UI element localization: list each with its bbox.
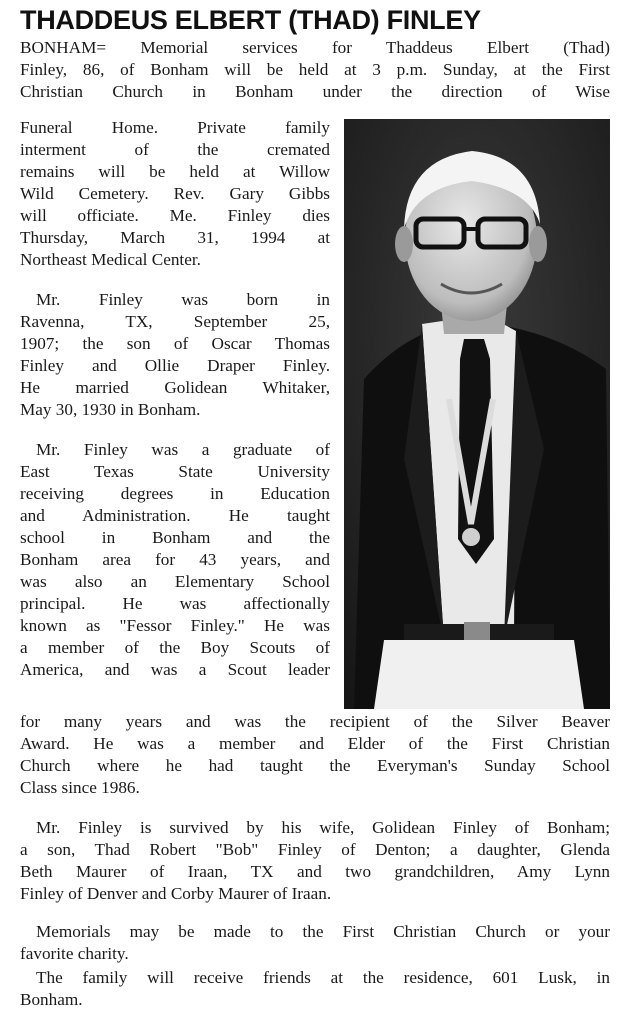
- text-line: interment of the cremated: [20, 140, 330, 159]
- text-line: Thursday, March 31, 1994 at: [20, 228, 330, 247]
- text-line: will officiate. Me. Finley dies: [20, 206, 330, 225]
- text-line: Bonham area for 43 years, and: [20, 550, 330, 569]
- text-line: Memorials may be made to the First Christian Church or your: [36, 922, 610, 941]
- text-line: He married Golidean Whitaker,: [20, 378, 330, 397]
- text-line: Finley, 86, of Bonham will be held at 3 p.m. Sunday, at the First: [20, 60, 610, 79]
- text-line: BONHAM= Memorial services for Thaddeus Elbert (Thad): [20, 38, 610, 57]
- text-line: Ravenna, TX, September 25,: [20, 312, 330, 331]
- text-line: Mr. Finley was born in: [36, 290, 330, 309]
- text-line: East Texas State University: [20, 462, 330, 481]
- text-line: Northeast Medical Center.: [20, 250, 201, 269]
- text-line: Finley and Ollie Draper Finley.: [20, 356, 330, 375]
- text-line: Award. He was a member and Elder of the First Christian: [20, 734, 610, 753]
- text-line: known as "Fessor Finley." He was: [20, 616, 330, 635]
- text-line: remains will be held at Willow: [20, 162, 330, 181]
- text-line: a member of the Boy Scouts of: [20, 638, 330, 657]
- text-line: The family will receive friends at the residence, 601 Lusk, in: [36, 968, 610, 987]
- text-line: Funeral Home. Private family: [20, 118, 330, 137]
- text-line: receiving degrees in Education: [20, 484, 330, 503]
- text-line: was also an Elementary School: [20, 572, 330, 591]
- portrait-photo: [344, 119, 610, 709]
- obituary-headline: THADDEUS ELBERT (THAD) FINLEY: [20, 5, 481, 35]
- text-line: Class since 1986.: [20, 778, 140, 797]
- text-line: Mr. Finley was a graduate of: [36, 440, 330, 459]
- text-line: and Administration. He taught: [20, 506, 330, 525]
- text-line: Wild Cemetery. Rev. Gary Gibbs: [20, 184, 330, 203]
- text-line: America, and was a Scout leader: [20, 660, 330, 679]
- text-line: Church where he had taught the Everyman's Sunday School: [20, 756, 610, 775]
- text-line: principal. He was affectionally: [20, 594, 330, 613]
- portrait-figure: [344, 119, 610, 709]
- text-line: for many years and was the recipient of the Silver Beaver: [20, 712, 610, 731]
- text-line: school in Bonham and the: [20, 528, 330, 547]
- text-line: Mr. Finley is survived by his wife, Golidean Finley of Bonham;: [36, 818, 610, 837]
- text-line: Christian Church in Bonham under the direction of Wise: [20, 82, 610, 101]
- text-line: Beth Maurer of Iraan, TX and two grandchildren, Amy Lynn: [20, 862, 610, 881]
- text-line: May 30, 1930 in Bonham.: [20, 400, 201, 419]
- text-line: Bonham.: [20, 990, 83, 1009]
- text-line: a son, Thad Robert "Bob" Finley of Denton; a daughter, Glenda: [20, 840, 610, 859]
- text-line: 1907; the son of Oscar Thomas: [20, 334, 330, 353]
- text-line: favorite charity.: [20, 944, 129, 963]
- text-line: Finley of Denver and Corby Maurer of Iraan.: [20, 884, 332, 903]
